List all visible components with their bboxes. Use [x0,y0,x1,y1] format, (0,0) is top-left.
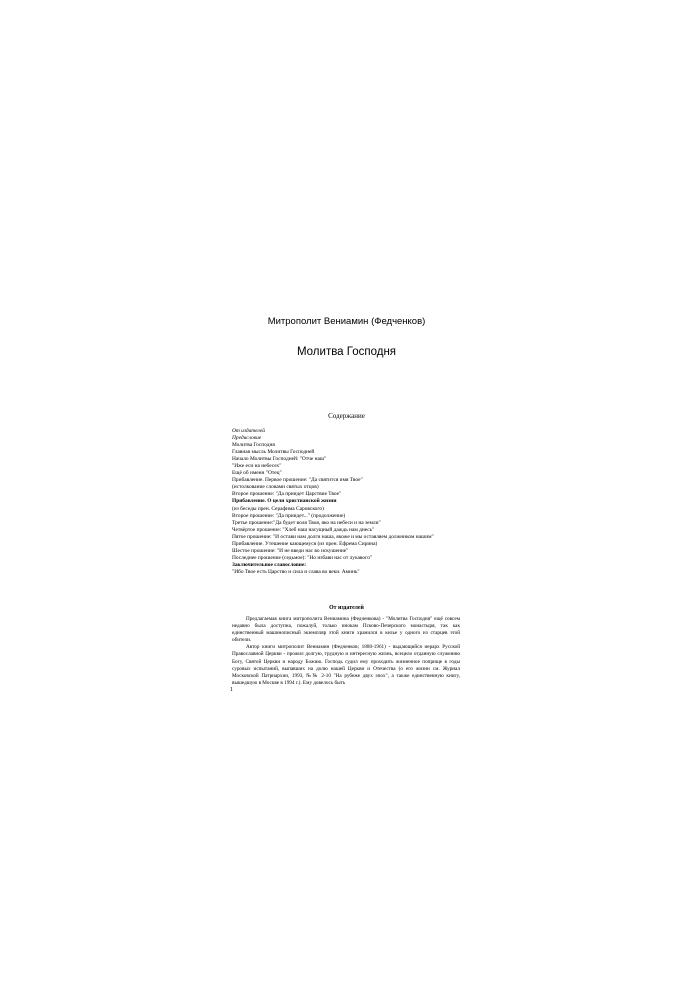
toc-item[interactable]: Ещё об имени "Отец" [232,470,282,477]
toc-item[interactable]: Третье прошение:"Да будет воля Твоя, яко на небеси и на земли" [232,519,381,526]
section-body [232,616,460,687]
toc-item[interactable]: (истолкование словами святых отцов) [232,484,319,491]
paragraph: Автор книги митрополит Вениамин (Федченков; 1880-1961) - выдающийся иерарх Русской Православной Церкви - прожил долгую, трудную и интересную жизнь, всецело отданную служению Богу, Святой Церкви и народу Божию. Господь судил ему проходить жизненное поприще в годы суровых испытаний, выпавших на долю нашей Церкви и Отечества (о его жизни см. Журнал Московской Патриархии, 1993, №№ 2-10 "На рубеже двух эпох", а также единственную книгу, вышедшую в Москве в 1994 г.). Ему довелось быть [232,644,460,686]
toc-item[interactable]: "Ибо Твое есть Царство и сила и слава во веки. Аминь" [232,568,360,575]
toc-item[interactable]: Главная мысль Молитвы Господней [232,449,315,456]
toc-item[interactable]: (из беседы прен. Серафима Саровского) [232,505,324,512]
toc-item[interactable]: Второе прошение: "Да приидет Царствие Твое" [232,491,342,498]
toc-item[interactable]: Заключительное славословие: [232,561,307,568]
toc-item[interactable]: Шестое прошение: "И не введи нас во искушение" [232,547,349,554]
toc-item[interactable]: Последнее прошение (седьмое): "Но избави нас от лукавого" [232,554,373,561]
toc-item[interactable]: Второе прошение: "Да приидет..." (продолжение) [232,512,346,519]
table-of-contents [232,428,492,576]
page-number: 1 [230,687,233,693]
document-title: Молитва Господня [296,346,397,358]
paragraph: Предлагаемая книга митрополита Вениамина (Федченкова) - "Молитва Господня" ещё совсем недавно была доступна, пожалуй, только инокам Псково-Печерского монастыря, так как единственный машинописный экземпляр этой книги хранился в келье у одного из старцев этой обители. [232,616,460,644]
toc-item[interactable]: Четвёртое прошение: "Хлеб наш насущный даждь нам днесь" [232,526,375,533]
toc-item[interactable]: Прибавление. О цели христианской жизни [232,498,337,505]
toc-item[interactable]: Пятое прошение: "И остави нам долги наша, якоже и мы оставляем должником нашим" [232,533,434,540]
toc-item[interactable]: От издателей [232,428,266,434]
toc-item[interactable]: Предисловие [232,435,262,442]
toc-item[interactable]: Молитва Господня [232,442,275,449]
toc-item[interactable]: Прибавление. Первое прошение: "Да святится имя Твое" [232,477,363,484]
toc-heading: Содержание [328,412,365,420]
toc-item[interactable]: Прибавление. Утешение кающемуся (из прен. Ефрема Сирина) [232,540,378,547]
section-heading: От издателей [329,605,364,611]
toc-item[interactable]: "Иже еси на небесех" [232,463,282,470]
toc-item[interactable]: Начало Молитвы Господней: "Отче наш" [232,456,327,463]
author-name: Митрополит Вениамин (Федченков) [267,316,426,327]
